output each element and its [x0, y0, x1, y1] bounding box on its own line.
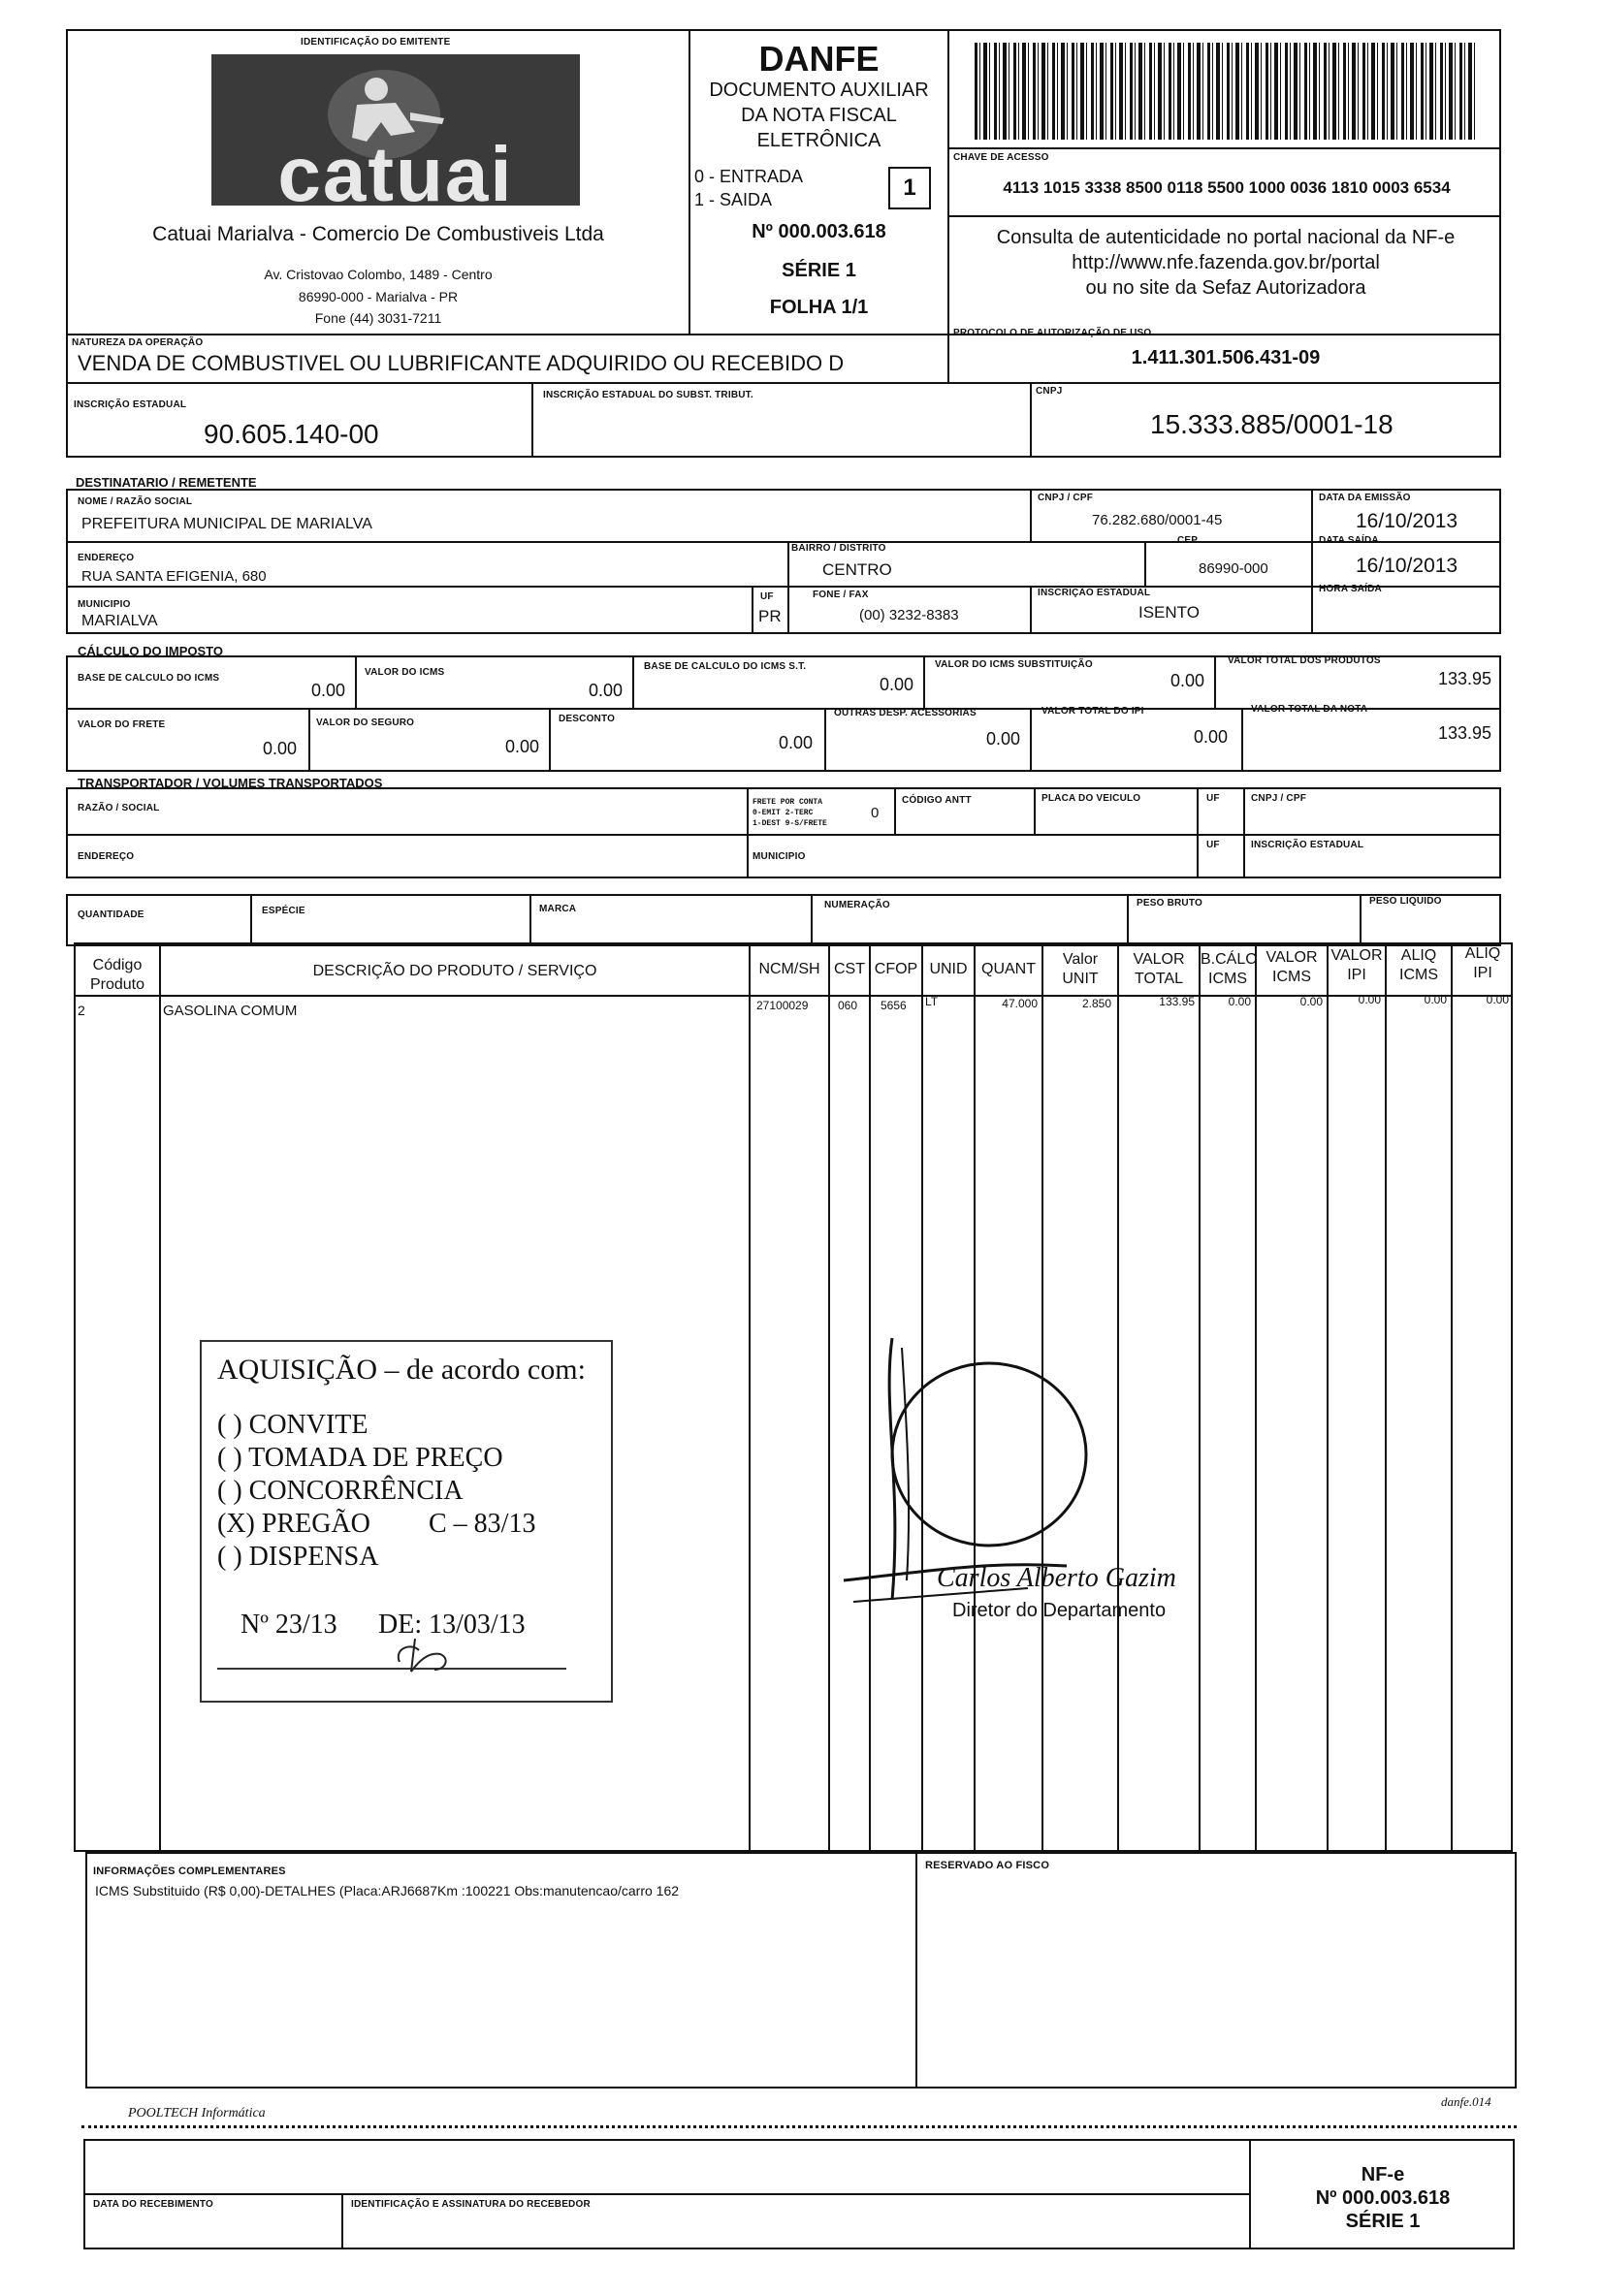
danfe-subtitle-3: ELETRÔNICA [756, 130, 881, 151]
authenticity-line-1: Consulta de autenticidade no portal nacional da NF-e [996, 227, 1456, 248]
item-icms-base: 0.00 [1228, 995, 1251, 1008]
additional-info-label: INFORMAÇÕES COMPLEMENTARES [93, 1866, 286, 1877]
initials-signature [392, 1629, 469, 1677]
carrier-address-label: ENDEREÇO [78, 851, 135, 862]
freight-by-value: 0 [871, 805, 880, 821]
stamp-option-tomada: ( ) TOMADA DE PREÇO [217, 1443, 503, 1473]
exit-date-label: DATA SAÍDA [1319, 535, 1379, 546]
col-ipi-rate-line-2: IPI [1473, 965, 1492, 981]
emitter-city: 86990-000 - Marialva - PR [298, 289, 459, 304]
stamp-date: DE: 13/03/13 [378, 1610, 526, 1640]
col-icms-value-line-1: VALOR [1266, 949, 1318, 966]
phone-label: FONE / FAX [813, 590, 869, 600]
exit-time-label: HORA SAÍDA [1319, 584, 1382, 594]
carrier-uf2-label: UF [1206, 840, 1220, 850]
recipient-ie: ISENTO [1138, 603, 1200, 622]
authenticity-url[interactable]: http://www.nfe.fazenda.gov.br/portal [1072, 252, 1380, 273]
district-label: BAIRRO / DISTRITO [791, 543, 886, 554]
col-icms-base-header [1201, 950, 1255, 989]
col-quantity-header: QUANT [981, 961, 1036, 977]
danfe-title: DANFE [758, 39, 880, 79]
item-total: 133.95 [1159, 995, 1195, 1008]
col-cst-header: CST [834, 961, 865, 977]
item-unit: LT [925, 995, 939, 1008]
col-code-line-2: Produto [89, 976, 145, 993]
col-ipi-value-line-2: IPI [1347, 967, 1366, 983]
recipient-ie-label: INSCRIÇÃO ESTADUAL [1038, 588, 1151, 598]
icms-st-base-label: BASE DE CALCULO DO ICMS S.T. [644, 661, 807, 672]
receipt-series: SÉRIE 1 [1345, 2211, 1421, 2232]
gross-weight-label: PESO BRUTO [1137, 898, 1202, 909]
recipient-city: MARIALVA [81, 613, 158, 629]
col-icms-base-line-2: ICMS [1208, 971, 1247, 987]
receipt-nfe: NF-e [1361, 2164, 1405, 2185]
numbering-label: NUMERAÇÃO [824, 900, 890, 910]
access-key-label: CHAVE DE ACESSO [953, 152, 1049, 163]
item-ncm: 27100029 [756, 999, 809, 1012]
item-cfop: 5656 [881, 999, 907, 1012]
fisco-label: RESERVADO AO FISCO [925, 1860, 1050, 1871]
col-total-line-2: TOTAL [1134, 971, 1184, 987]
access-key-barcode [975, 43, 1479, 140]
receipt-date-label: DATA DO RECEBIMENTO [93, 2199, 213, 2210]
quantity-label: QUANTIDADE [78, 909, 144, 920]
signatory-name: Carlos Alberto Gazim [937, 1563, 1176, 1593]
icms-value-label: VALOR DO ICMS [365, 667, 445, 678]
emitter-cnpj: 15.333.885/0001-18 [1150, 409, 1394, 439]
stamp-option-dispensa: ( ) DISPENSA [217, 1542, 379, 1572]
col-unit-header: UNID [929, 961, 968, 977]
icms-base: 0.00 [310, 681, 345, 700]
item-quantity: 47.000 [1002, 997, 1038, 1010]
products-total-label: VALOR TOTAL DOS PRODUTOS [1228, 655, 1381, 666]
substitute-registration-label: INSCRIÇÃO ESTADUAL DO SUBST. TRIBUT. [543, 390, 753, 400]
item-ipi-value: 0.00 [1358, 993, 1381, 1006]
col-total-header [1119, 950, 1199, 989]
emitter-address: Av. Cristovao Colombo, 1489 - Centro [264, 267, 493, 282]
zip-label: CEP [1177, 535, 1199, 546]
tax-section-title: CÁLCULO DO IMPOSTO [78, 644, 223, 658]
item-unit-price: 2.850 [1081, 997, 1111, 1010]
freight-label: VALOR DO FRETE [78, 719, 166, 730]
exit-date: 16/10/2013 [1356, 555, 1458, 577]
protocol-label: PROTOCOLO DE AUTORIZAÇÃO DE USO [953, 328, 1152, 338]
icms-value: 0.00 [588, 681, 623, 700]
state-registration: 90.605.140-00 [204, 419, 379, 449]
acquisition-stamp [200, 1340, 613, 1703]
stamp-number: Nº 23/13 [240, 1610, 337, 1640]
recipient-address: RUA SANTA EFIGENIA, 680 [81, 568, 267, 585]
item-code: 2 [78, 1003, 85, 1018]
emitter-phone: Fone (44) 3031-7211 [314, 310, 442, 326]
item-cst: 060 [838, 999, 858, 1012]
recipient-address-label: ENDEREÇO [78, 553, 135, 563]
products-total: 133.95 [1437, 669, 1491, 688]
software-credit: POOLTECH Informática [128, 2106, 266, 2121]
icms-st-base: 0.00 [879, 675, 913, 694]
freight-legend-line-1: FRETE POR CONTA [753, 798, 823, 807]
stamp-option-concorrencia: ( ) CONCORRÊNCIA [217, 1476, 464, 1506]
col-icms-rate-header [1387, 946, 1451, 985]
state-registration-label: INSCRIÇÃO ESTADUAL [74, 399, 187, 410]
receiver-signature-label: IDENTIFICAÇÃO E ASSINATURA DO RECEBEDOR [351, 2199, 591, 2210]
ipi-total-label: VALOR TOTAL DO IPI [1041, 706, 1144, 717]
col-code-header [76, 956, 159, 995]
col-unit-price-line-2: UNIT [1062, 971, 1099, 987]
col-icms-value-header [1257, 948, 1327, 987]
uf-label: UF [760, 591, 774, 602]
invoice-total-label: VALOR TOTAL DA NOTA [1251, 704, 1368, 715]
col-total-line-1: VALOR [1133, 951, 1185, 968]
col-ipi-rate-line-1: ALIQ [1464, 945, 1501, 962]
col-icms-rate-line-2: ICMS [1399, 967, 1438, 983]
icms-base-label: BASE DE CALCULO DO ICMS [78, 673, 220, 684]
issue-date: 16/10/2013 [1356, 510, 1458, 532]
carrier-uf-label: UF [1206, 793, 1220, 804]
volumes-frame [66, 894, 1501, 946]
stamp-option-pregao: (X) PREGÃO [217, 1509, 370, 1539]
item-description: GASOLINA COMUM [163, 1003, 298, 1019]
invoice-series: SÉRIE 1 [782, 260, 856, 281]
insurance-label: VALOR DO SEGURO [316, 718, 415, 728]
col-icms-rate-line-1: ALIQ [1400, 947, 1437, 964]
carrier-cnpj-label: CNPJ / CPF [1251, 793, 1307, 804]
additional-info: ICMS Substituido (R$ 0,00)-DETALHES (Placa:ARJ6687Km :100221 Obs:manutencao/carro 162 [95, 1883, 680, 1898]
carrier-section-title: TRANSPORTADOR / VOLUMES TRANSPORTADOS [78, 776, 383, 790]
danfe-subtitle-2: DA NOTA FISCAL [741, 105, 897, 126]
freight-value: 0.00 [262, 739, 297, 758]
col-code-line-1: Código [92, 957, 143, 973]
cnpj-label: CNPJ [1036, 386, 1063, 397]
other-expenses: 0.00 [985, 729, 1020, 749]
emitter-name: Catuai Marialva - Comercio De Combustiveis Ltda [152, 223, 604, 245]
other-expenses-label: OUTRAS DESP. ACESSORIAS [834, 708, 977, 718]
recipient-zip: 86990-000 [1199, 560, 1268, 577]
cut-line [81, 2125, 1517, 2128]
access-key: 4113 1015 3338 8500 0118 5500 1000 0036 1810 0003 6534 [1003, 178, 1451, 197]
recipient-frame [66, 489, 1501, 634]
entry-option: 0 - ENTRADA [694, 167, 804, 186]
stamp-pregao-number: C – 83/13 [429, 1509, 536, 1539]
freight-by-legend [753, 797, 827, 829]
nature-label: NATUREZA DA OPERAÇÃO [72, 337, 204, 348]
recipient-name-label: NOME / RAZÃO SOCIAL [78, 496, 193, 507]
item-ipi-rate: 0.00 [1486, 993, 1509, 1006]
insurance-value: 0.00 [504, 737, 539, 756]
icms-st-value: 0.00 [1169, 671, 1204, 690]
exit-option: 1 - SAIDA [694, 190, 773, 209]
operation-nature: VENDA DE COMBUSTIVEL OU LUBRIFICANTE ADQUIRIDO OU RECEBIDO D [78, 351, 845, 375]
discount-value: 0.00 [778, 733, 813, 752]
recipient-cnpj-label: CNPJ / CPF [1038, 493, 1094, 503]
freight-legend-line-3: 1-DEST 9-S/FRETE [753, 819, 827, 828]
recipient-district: CENTRO [822, 560, 892, 579]
carrier-city-label: MUNICIPIO [753, 851, 806, 862]
col-unit-price-line-1: Valor [1062, 951, 1099, 968]
signatory-role: Diretor do Departamento [952, 1600, 1167, 1621]
operation-type-box: 1 [888, 167, 931, 209]
authorization-protocol: 1.411.301.506.431-09 [1131, 347, 1321, 368]
carrier-name-label: RAZÃO / SOCIAL [78, 803, 160, 813]
recipient-name: PREFEITURA MUNICIPAL DE MARIALVA [81, 516, 372, 532]
logo-text: catuai [277, 131, 514, 217]
item-icms-value: 0.00 [1299, 995, 1323, 1008]
item-icms-rate: 0.00 [1424, 993, 1447, 1006]
stamp-option-convite: ( ) CONVITE [217, 1410, 368, 1440]
plate-label: PLACA DO VEICULO [1041, 793, 1141, 804]
city-label: MUNICIPIO [78, 599, 131, 610]
col-cfop-header: CFOP [874, 961, 918, 977]
col-icms-base-line-1: B.CÁLC [1201, 951, 1257, 968]
col-ipi-value-line-1: VALOR [1330, 947, 1383, 964]
recipient-uf: PR [758, 607, 782, 625]
receipt-invoice-number: Nº 000.003.618 [1315, 2187, 1451, 2209]
ipi-total: 0.00 [1193, 727, 1228, 747]
authenticity-line-3: ou no site da Sefaz Autorizadora [1085, 277, 1366, 299]
freight-legend-line-2: 0-EMIT 2-TERC [753, 809, 814, 817]
stamp-title: AQUISIÇÃO – de acordo com: [217, 1354, 586, 1386]
col-ipi-value-header [1329, 946, 1385, 985]
net-weight-label: PESO LIQUIDO [1369, 896, 1442, 907]
col-ncm-header: NCM/SH [758, 961, 820, 977]
invoice-page: FOLHA 1/1 [769, 297, 869, 318]
brand-label: MARCA [539, 904, 577, 914]
col-icms-value-line-2: ICMS [1272, 969, 1311, 985]
emitter-id-label: IDENTIFICAÇÃO DO EMITENTE [301, 37, 451, 48]
col-ipi-rate-header [1453, 944, 1513, 983]
discount-label: DESCONTO [559, 714, 616, 724]
recipient-phone: (00) 3232-8383 [859, 607, 959, 623]
species-label: ESPÉCIE [262, 906, 305, 916]
danfe-subtitle-1: DOCUMENTO AUXILIAR [709, 80, 929, 101]
invoice-total: 133.95 [1437, 723, 1491, 743]
col-description-header: DESCRIÇÃO DO PRODUTO / SERVIÇO [312, 963, 597, 979]
company-logo [211, 54, 580, 217]
carrier-ie-label: INSCRIÇÃO ESTADUAL [1251, 840, 1364, 850]
recipient-section-title: DESTINATARIO / REMETENTE [76, 475, 257, 490]
col-unit-price-header [1043, 950, 1117, 989]
recipient-cnpj: 76.282.680/0001-45 [1092, 512, 1223, 528]
issue-date-label: DATA DA EMISSÃO [1319, 493, 1411, 503]
invoice-number: Nº 000.003.618 [752, 221, 886, 242]
icms-st-value-label: VALOR DO ICMS SUBSTITUIÇÃO [935, 659, 1093, 670]
antt-label: CÓDIGO ANTT [902, 795, 972, 806]
form-code: danfe.014 [1441, 2094, 1491, 2109]
